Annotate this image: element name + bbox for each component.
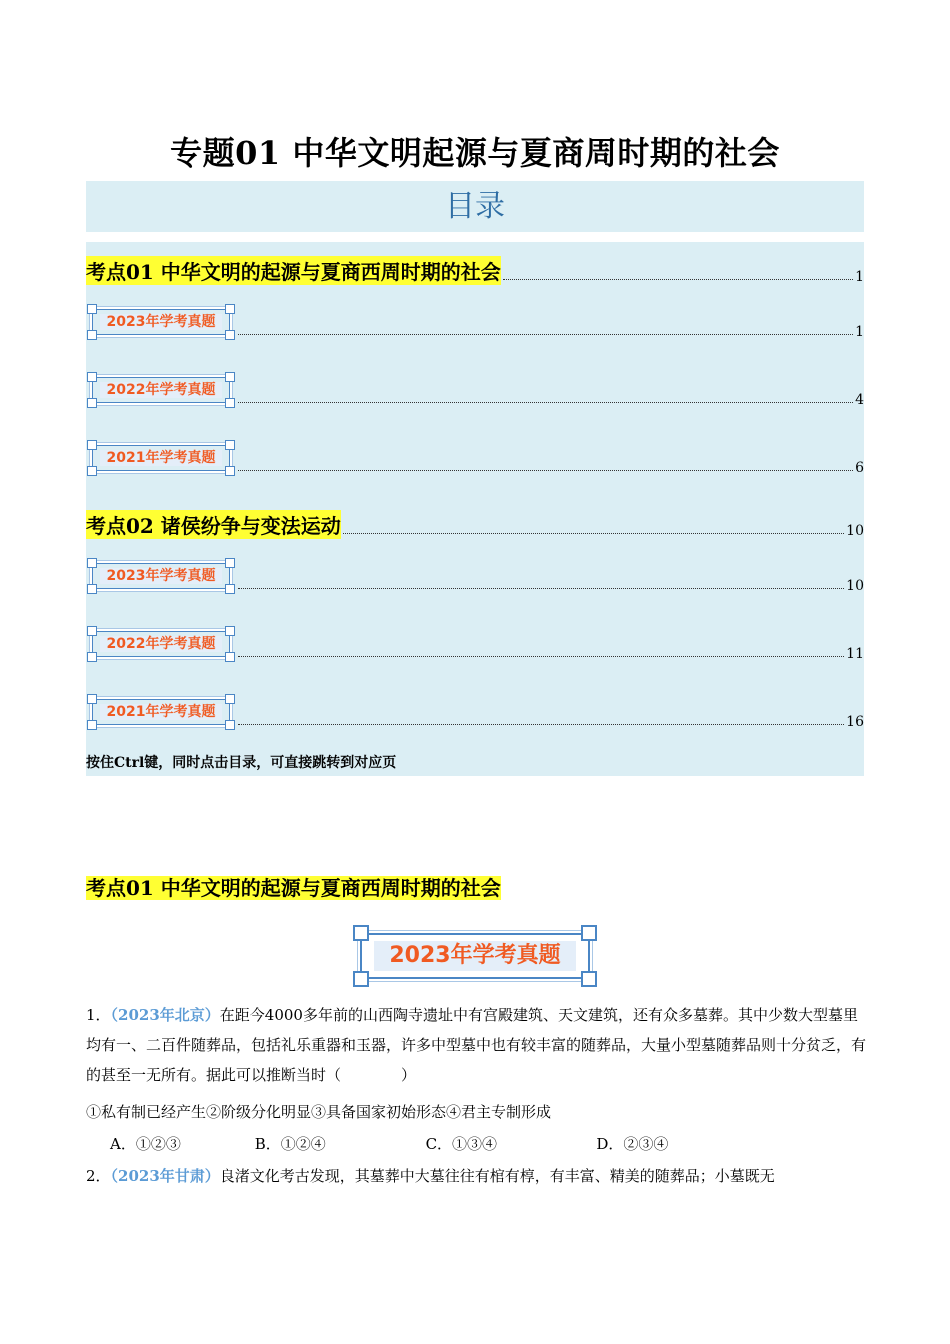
toc-entry-section-02[interactable] <box>86 510 864 539</box>
badge-label: 2022年学考真题 <box>106 636 216 652</box>
toc-page-number: 4 <box>855 392 864 408</box>
exam-year-badge <box>86 372 236 408</box>
exam-year-badge <box>86 694 236 730</box>
badge-label: 2023年学考真题 <box>106 314 216 330</box>
dot-leader <box>238 655 844 657</box>
toc-page-number: 16 <box>846 714 864 730</box>
page-title: 专题01 中华文明起源与夏商周时期的社会 <box>170 134 780 172</box>
toc-page-number: 1 <box>855 269 864 285</box>
badge-label: 2023年学考真题 <box>389 943 561 968</box>
toc-entry-label: 考点01 中华文明的起源与夏商西周时期的社会 <box>86 256 501 285</box>
option-a[interactable]: A．①②③ <box>110 1135 181 1153</box>
toc-page-number: 11 <box>846 646 864 662</box>
toc-entry-label: 考点02 诸侯纷争与变法运动 <box>86 510 341 539</box>
toc-entry-2022-exam[interactable] <box>86 626 864 662</box>
toc-page-number: 10 <box>846 578 864 594</box>
option-b[interactable]: B．①②④ <box>254 1135 326 1153</box>
toc-entry-2023-exam[interactable] <box>86 558 864 594</box>
toc-entry-2022-exam[interactable] <box>86 372 864 408</box>
dot-leader <box>503 278 853 280</box>
table-of-contents <box>86 242 864 776</box>
section-heading <box>86 872 501 901</box>
question-source: （2023年北京） <box>110 1006 220 1024</box>
exam-year-badge <box>352 925 598 987</box>
question-number: 1． <box>86 1006 111 1024</box>
dot-leader <box>343 532 844 534</box>
option-c[interactable]: C．①③④ <box>425 1135 498 1153</box>
badge-label: 2022年学考真题 <box>106 382 216 398</box>
toc-heading: 目录 <box>86 181 864 232</box>
question-1-statements: ①私有制已经产生②阶级分化明显③具备国家初始形态④君主专制形成 <box>86 1103 552 1121</box>
dot-leader <box>238 333 853 335</box>
dot-leader <box>238 587 844 589</box>
question-1-options <box>110 1129 668 1159</box>
question-1 <box>86 1000 866 1090</box>
section-heading-label: 考点01 中华文明的起源与夏商西周时期的社会 <box>86 876 501 900</box>
badge-label: 2021年学考真题 <box>106 704 216 720</box>
section-badge-wrap <box>352 925 598 991</box>
dot-leader <box>238 469 853 471</box>
toc-entry-2021-exam[interactable] <box>86 440 864 476</box>
toc-entry-2021-exam[interactable] <box>86 694 864 730</box>
exam-year-badge <box>86 440 236 476</box>
toc-entry-section-01[interactable] <box>86 256 864 285</box>
toc-page-number: 1 <box>855 324 864 340</box>
option-d[interactable]: D．②③④ <box>596 1135 669 1153</box>
question-stem: 良渚文化考古发现，其墓葬中大墓往往有棺有椁，有丰富、精美的随葬品；小墓既无 <box>219 1167 775 1185</box>
toc-page-number: 6 <box>855 460 864 476</box>
badge-label: 2023年学考真题 <box>106 568 216 584</box>
exam-year-badge <box>86 626 236 662</box>
question-2 <box>86 1161 866 1191</box>
question-source: （2023年甘肃） <box>110 1167 220 1185</box>
question-stem: 在距今4000多年前的山西陶寺遗址中有宫殿建筑、天文建筑，还有众多墓葬。其中少数大型墓里均有一、二百件随葬品，包括礼乐重器和玉器，许多中型墓中也有较丰富的随葬品，大量小型墓随葬品则十分贫乏，有的甚至一无所有。据此可以推断当时（ ） <box>86 1006 867 1084</box>
toc-page-number: 10 <box>846 523 864 539</box>
question-number: 2． <box>86 1167 111 1185</box>
dot-leader <box>238 723 844 725</box>
exam-year-badge <box>86 558 236 594</box>
toc-tip: 按住Ctrl键，同时点击目录，可直接跳转到对应页 <box>86 755 397 771</box>
badge-label: 2021年学考真题 <box>106 450 216 466</box>
exam-year-badge <box>86 304 236 340</box>
dot-leader <box>238 401 853 403</box>
toc-entry-2023-exam[interactable] <box>86 304 864 340</box>
